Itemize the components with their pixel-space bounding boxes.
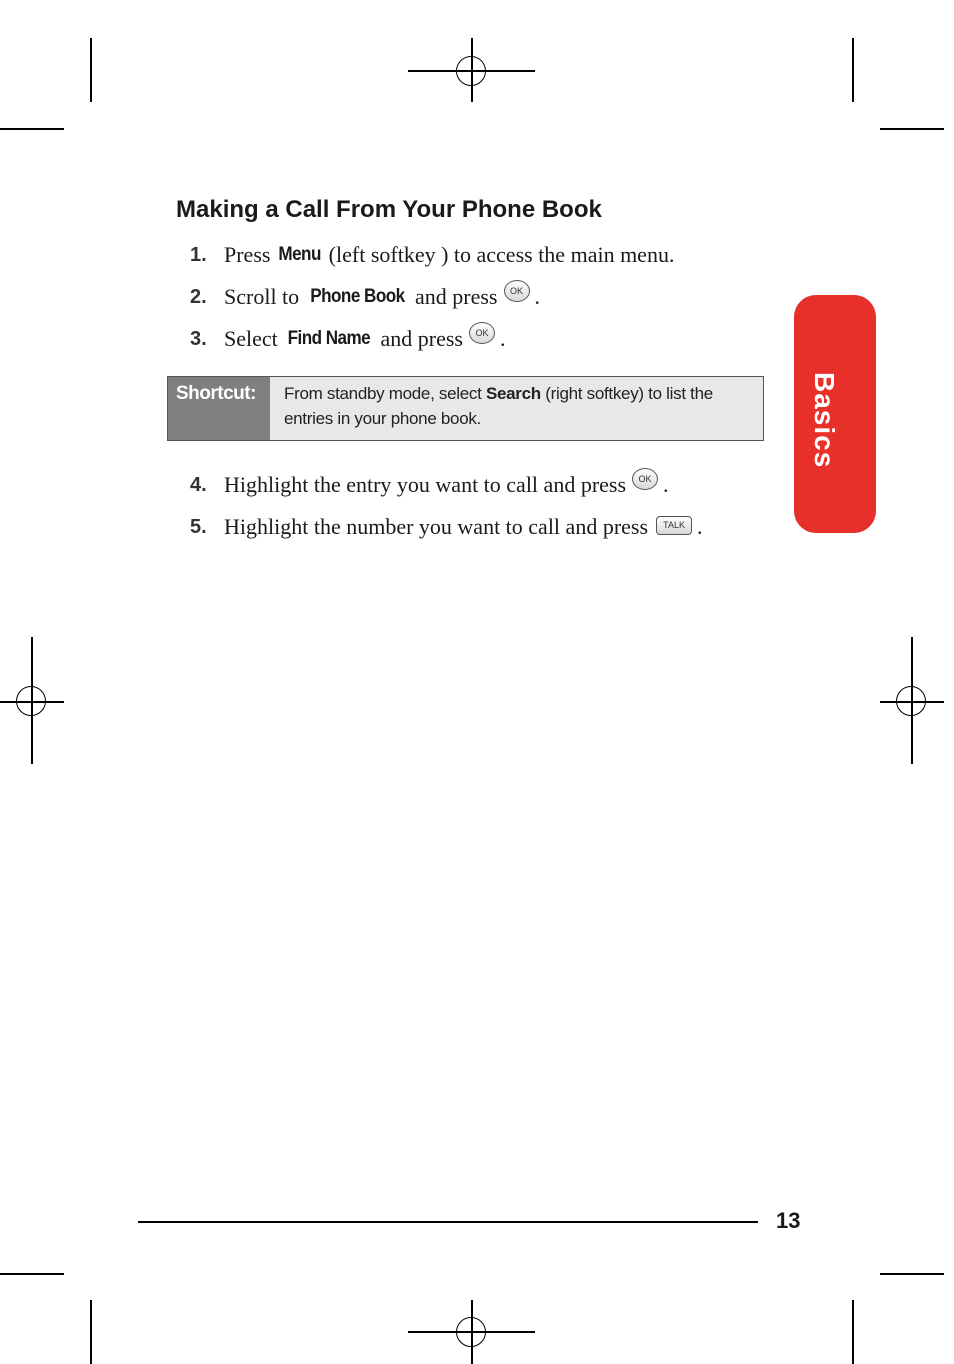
step-5 <box>190 512 703 542</box>
shortcut-box <box>167 376 764 441</box>
step-text: Press <box>224 242 276 267</box>
step-end: . <box>663 472 669 497</box>
step-text: Highlight the entry you want to call and press <box>224 472 627 497</box>
step-end: . <box>534 284 540 309</box>
step-end: . <box>499 326 506 351</box>
step-text: and press <box>409 284 498 309</box>
shortcut-text <box>270 377 763 440</box>
ok-key-icon: OK <box>469 322 495 344</box>
step-text: Highlight the number you want to call and press <box>224 514 649 539</box>
step-3 <box>190 324 505 354</box>
step-text: and press <box>375 326 463 351</box>
footer-rule <box>138 1221 758 1223</box>
step-number: 4. <box>190 473 207 496</box>
shortcut-text-post: (right softkey) to list the entries in your phone book. <box>284 384 713 428</box>
search-keyword: Search <box>485 384 541 403</box>
step-4 <box>190 470 669 500</box>
step-number: 2. <box>190 285 207 308</box>
step-2 <box>190 282 540 312</box>
section-tab-label: Basics <box>809 372 840 469</box>
step-number: 1. <box>190 243 207 266</box>
shortcut-text-pre: From standby mode, select <box>284 384 486 403</box>
step-end: . <box>697 514 703 539</box>
find-name-keyword: Find Name <box>287 328 371 349</box>
step-text: Select <box>224 326 284 351</box>
ok-key-icon: OK <box>504 280 530 302</box>
step-number: 3. <box>190 327 207 350</box>
page-number: 13 <box>776 1208 801 1233</box>
phone-book-keyword: Phone Book <box>309 286 405 307</box>
step-text: Scroll to <box>224 284 305 309</box>
step-number: 5. <box>190 515 207 538</box>
section-heading: Making a Call From Your Phone Book <box>176 196 602 223</box>
menu-keyword: Menu <box>278 244 321 265</box>
ok-key-icon: OK <box>632 468 658 490</box>
step-text: (left softkey ) to access the main menu. <box>323 242 675 267</box>
shortcut-label: Shortcut: <box>168 377 270 440</box>
step-1 <box>190 240 674 270</box>
talk-key-icon: TALK <box>656 516 692 535</box>
